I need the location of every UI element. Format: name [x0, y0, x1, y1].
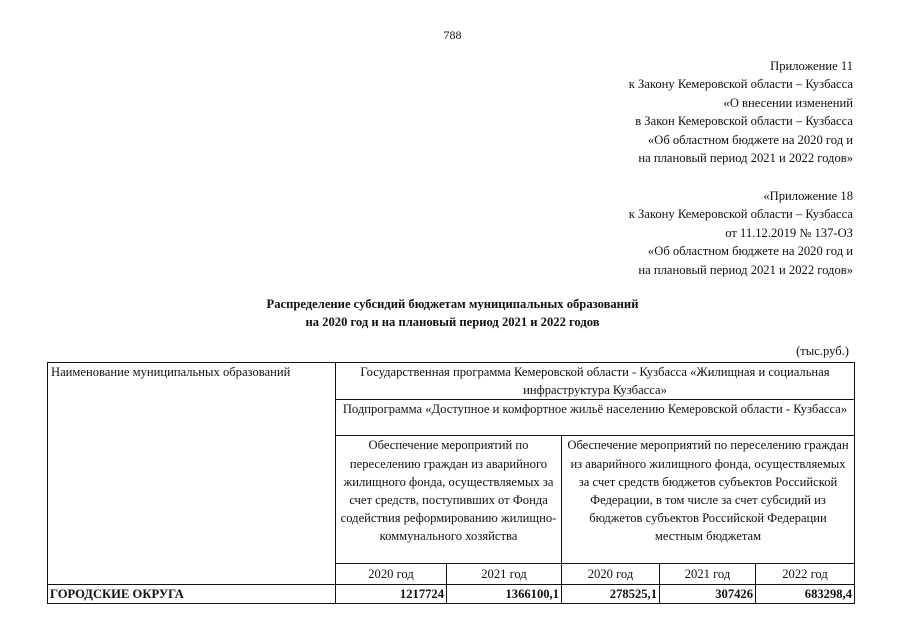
appendix-line: к Закону Кемеровской области – Кузбасса	[628, 207, 853, 222]
municipality-name-header: Наименование муниципальных образований	[48, 363, 336, 585]
appendix-original-header	[629, 187, 853, 279]
appendix-line: на плановый период 2021 и 2022 годов»	[638, 151, 853, 166]
appendix-line: «Об областном бюджете на 2020 год и	[647, 132, 853, 147]
year-header: 2021 год	[447, 564, 562, 584]
row-value: 1366100,1	[447, 584, 562, 603]
year-header: 2020 год	[562, 564, 660, 584]
subprogram-header: Подпрограмма «Доступное и комфортное жильё населению Кемеровской области - Кузбасса»	[336, 400, 855, 436]
year-header: 2020 год	[336, 564, 447, 584]
appendix-current-header	[629, 57, 853, 167]
appendix-line: в Закон Кемеровской области – Кузбасса	[635, 114, 853, 129]
appendix-line: Приложение 11	[770, 59, 853, 73]
measure-budget-header: Обеспечение мероприятий по переселению граждан из аварийного жилищного фонда, осуществляемых за счет средств бюджетов субъектов Российской Федерации, в том числе за счет субсидий из бюджетов субъектов Российской Федерации местным бюджетам	[562, 436, 855, 564]
title-line-2: на 2020 год и на плановый период 2021 и 2022 годов	[305, 315, 600, 329]
row-value: 683298,4	[756, 584, 855, 603]
row-name: ГОРОДСКИЕ ОКРУГА	[48, 584, 336, 603]
year-header: 2021 год	[660, 564, 756, 584]
page-number: 788	[443, 28, 462, 42]
measure-fund-header: Обеспечение мероприятий по переселению граждан из аварийного жилищного фонда, осуществляемых за счет средств, поступивших от Фонда содействия реформированию жилищно-коммунального хозяйства	[336, 436, 562, 564]
program-header: Государственная программа Кемеровской области - Кузбасса «Жилищная и социальная инфраструктура Кузбасса»	[336, 363, 855, 400]
appendix-line: «Об областном бюджете на 2020 год и	[647, 244, 853, 259]
row-value: 278525,1	[562, 584, 660, 603]
appendix-line: к Закону Кемеровской области – Кузбасса	[628, 77, 853, 92]
appendix-line: «Приложение 18	[763, 189, 853, 203]
row-value: 307426	[660, 584, 756, 603]
title-line-1: Распределение субсидий бюджетам муниципальных образований	[266, 297, 639, 311]
year-header: 2022 год	[756, 564, 855, 584]
appendix-line: от 11.12.2019 № 137-ОЗ	[725, 225, 853, 240]
appendix-line: «О внесении изменений	[723, 95, 853, 110]
subsidy-table	[47, 362, 855, 604]
units-label: (тыс.руб.)	[796, 344, 849, 358]
row-value: 1217724	[336, 584, 447, 603]
appendix-line: на плановый период 2021 и 2022 годов»	[638, 262, 853, 277]
table-row	[48, 584, 855, 603]
document-title	[0, 295, 905, 331]
